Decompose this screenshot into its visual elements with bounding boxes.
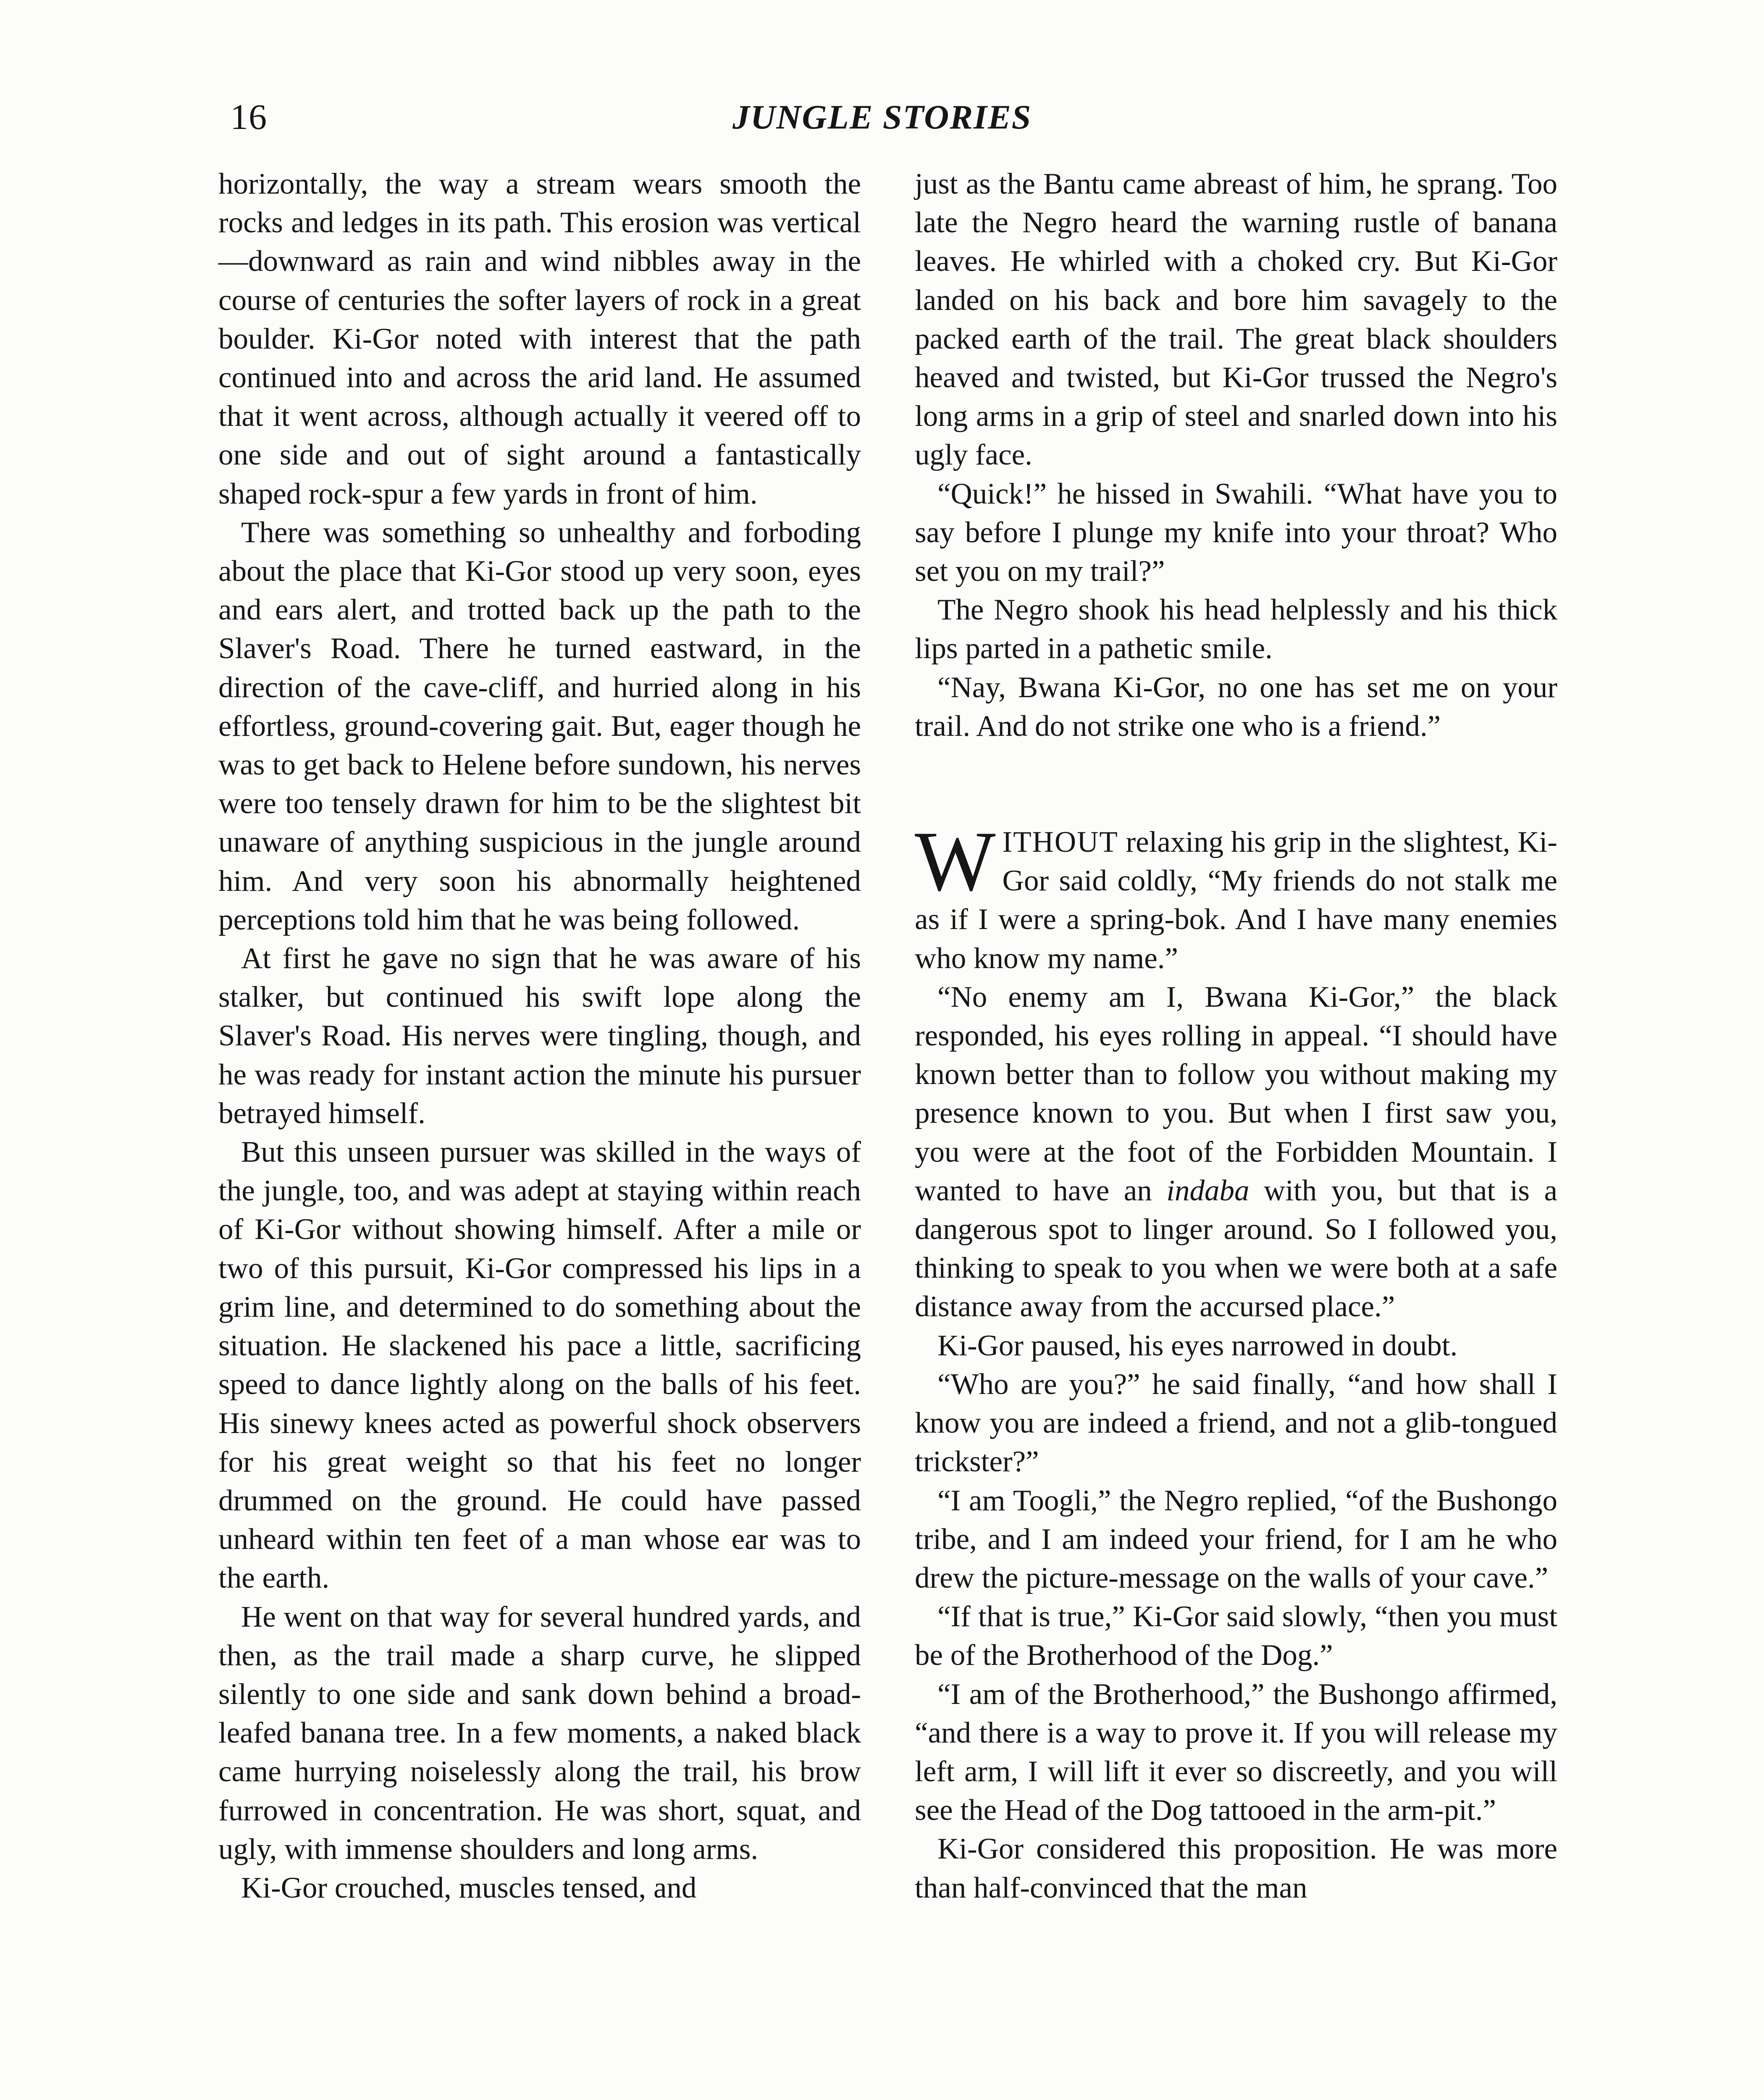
paragraph-text: with you, but that is a dangerous spot to linger around. So I followed you, thinking to speak to you when we were both at a safe distance away from the accursed place.”: [915, 1174, 1558, 1323]
paragraph: Ki-Gor crouched, muscles tensed, and: [241, 1871, 697, 1904]
paragraph: He went on that way for several hundred yards, and then, as the trail made a sharp curve, he slipped silently to one side and sank down behind a broad-leafed banana tree. In a few moments, a naked black came hurrying noiselessly along the trail, his brow furrowed in concentration. He was short, squat, and ugly, with immense shoulders and long arms.: [218, 1600, 861, 1866]
lead-in-word: ITHOUT: [1002, 826, 1118, 859]
text-column-right: [915, 165, 1557, 1907]
paragraph: Ki-Gor considered this proposition. He was more than half-convinced that the man: [915, 1832, 1557, 1904]
paragraph: [915, 978, 1557, 1326]
paragraph: The Negro shook his head helplessly and his thick lips parted in a pathetic smile.: [915, 593, 1557, 665]
paragraph: “I am Toogli,” the Negro replied, “of the Bushongo tribe, and I am indeed your friend, for I am he who drew the picture-message on the walls of your cave.”: [915, 1484, 1557, 1594]
paragraph: There was something so unhealthy and forboding about the place that Ki-Gor stood up very soon, eyes and ears alert, and trotted back up the path to the Slaver's Road. There he turned eastward, in the direction of the cave-cliff, and hurried along in his effortless, ground-covering gait. But, eager though he was to get back to Helene before sundown, his nerves were too tensely drawn for him to be the slightest bit unaware of anything suspicious in the jungle around him. And very soon his abnormally heightened perceptions told him that he was being followed.: [218, 516, 861, 936]
paragraph: But this unseen pursuer was skilled in the ways of the jungle, too, and was adept at staying within reach of Ki-Gor without showing himself. After a mile or two of this pursuit, Ki-Gor compressed his lips in a grim line, and determined to do something about the situation. He slackened his pace a little, sacrificing speed to dance lightly along on the balls of his feet. His sinewy knees acted as powerful shock observers for his great weight so that his feet no longer drummed on the ground. He could have passed unheard within ten feet of a man whose ear was to the earth.: [218, 1136, 861, 1595]
paragraph: “Nay, Bwana Ki-Gor, no one has set me on your trail. And do not strike one who is a friend.”: [915, 671, 1557, 743]
drop-cap: W: [915, 814, 996, 909]
paragraph: Ki-Gor paused, his eyes narrowed in doubt.: [937, 1329, 1458, 1362]
paragraph: just as the Bantu came abreast of him, he sprang. Too late the Negro heard the warning rustle of banana leaves. He whirled with a choked cry. But Ki-Gor landed on his back and bore him savagely to the packed earth of the trail. The great black shoulders heaved and twisted, but Ki-Gor trussed the Negro's long arms in a grip of steel and snarled down into his ugly face.: [915, 168, 1557, 472]
paragraph-text: “No enemy am I, Bwana Ki-Gor,” the black responded, his eyes rolling in appeal. “I should have known better than to follow you without making my presence known to you. But when I first saw you, you were at the foot of the Forbidden Mountain. I wanted to have an: [915, 980, 1557, 1207]
paragraph: At first he gave no sign that he was aware of his stalker, but continued his swift lope along the Slaver's Road. His nerves were tingling, though, and he was ready for instant action the minute his pursuer betrayed himself.: [218, 942, 861, 1130]
paragraph-text: relaxing his grip in the slightest, Ki-Gor said coldly, “My friends do not stalk me as if I were a spring-bok. And I have many enemies who know my name.”: [915, 826, 1557, 975]
running-head-title: JUNGLE STORIES: [732, 98, 1032, 136]
text-column-left: [218, 165, 861, 1907]
page-number: 16: [230, 97, 267, 137]
italic-word: indaba: [1166, 1174, 1250, 1207]
paragraph: “Who are you?” he said finally, “and how shall I know you are indeed a friend, and not a glib-tongued trickster?”: [915, 1368, 1557, 1478]
paragraph: “If that is true,” Ki-Gor said slowly, “then you must be of the Brotherhood of the Dog.”: [915, 1600, 1557, 1672]
paragraph: “Quick!” he hissed in Swahili. “What have you to say before I plunge my knife into your throat? Who set you on my trail?”: [915, 477, 1557, 588]
section-opening-paragraph: [915, 814, 1557, 978]
paragraph: horizontally, the way a stream wears smooth the rocks and ledges in its path. This erosion was vertical—downward as rain and wind nibbles away in the course of centuries the softer layers of rock in a great boulder. Ki-Gor noted with interest that the path continued into and across the arid land. He assumed that it went across, although actually it veered off to one side and out of sight around a fantastically shaped rock-spur a few yards in front of him.: [218, 168, 861, 510]
paragraph: “I am of the Brotherhood,” the Bushongo affirmed, “and there is a way to prove it. If you will release my left arm, I will lift it ever so discreetly, and you will see the Head of the Dog tattooed in the arm-pit.”: [915, 1677, 1557, 1827]
